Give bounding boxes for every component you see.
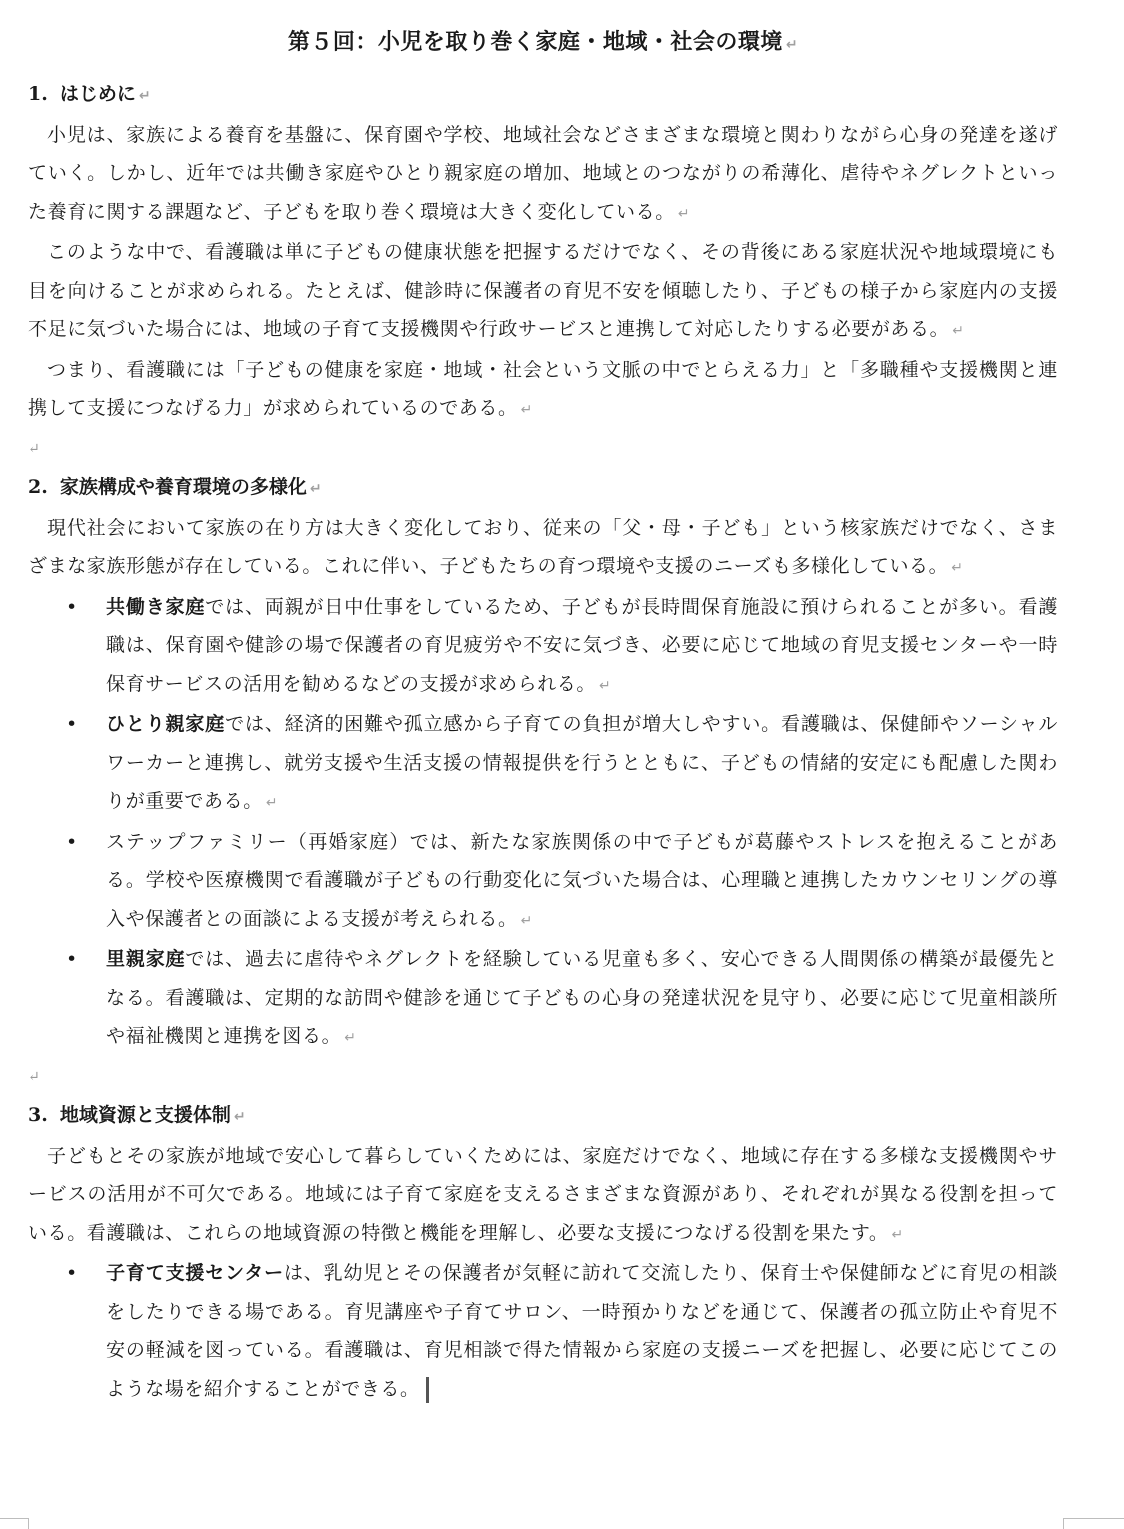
bullet-icon: • <box>66 830 78 853</box>
body-paragraph <box>28 351 1058 430</box>
paragraph-mark-icon: ↵ <box>952 323 965 339</box>
document-page <box>28 22 1058 1408</box>
section-heading-text: 家族構成や養育環境の多様化 <box>59 476 307 498</box>
paragraph-mark-icon: ↵ <box>520 402 533 418</box>
title-text: 第５回：小児を取り巻く家庭・地域・社会の環境 <box>287 29 783 55</box>
paragraph-mark-icon: ↵ <box>891 1226 904 1243</box>
section-number: 2. <box>28 476 48 498</box>
empty-line <box>28 430 1058 469</box>
page-title <box>28 22 1058 65</box>
section-number: 1. <box>28 83 48 105</box>
body-paragraph <box>28 1137 1058 1255</box>
body-paragraph <box>28 116 1058 234</box>
text-cursor[interactable] <box>426 1377 429 1403</box>
list-item-text: では、両親が日中仕事をしているため、子どもが長時間保育施設に預けられることが多い。看護職は、保育園や健診の場で保護者の育児疲労や不安に気づき、必要に応じて地域の育児支援センターや一時保育サービスの活用を勧めるなどの支援が求められる。 <box>106 595 1058 695</box>
body-paragraph <box>28 233 1058 351</box>
paragraph-mark-icon: ↵ <box>951 560 964 576</box>
paragraph-text: つまり、看護職には「子どもの健康を家庭・地域・社会という文脈の中でとらえる力」と「多職種や支援機関と連携して支援につなげる力」が求められているのである。 <box>28 358 1058 419</box>
section-heading-3 <box>28 1096 1058 1137</box>
paragraph-mark-icon: ↵ <box>138 88 151 104</box>
section-heading-2 <box>28 468 1058 509</box>
list-item-text: ステップファミリー（再婚家庭）では、新たな家族関係の中で子どもが葛藤やストレスを抱えることがある。学校や医療機関で看護職が子どもの行動変化に気づいた場合は、心理職と連携したカウンセリングの導入や保護者との面談による支援が考えられる。 <box>106 830 1058 930</box>
paragraph-mark-icon: ↵ <box>28 1068 40 1085</box>
paragraph-mark-icon: ↵ <box>265 795 279 811</box>
paragraph-mark-icon: ↵ <box>309 481 322 497</box>
section-heading-1 <box>28 75 1058 116</box>
list-item <box>28 1254 1058 1408</box>
section-number: 3. <box>28 1104 48 1126</box>
list-item <box>28 823 1058 941</box>
paragraph-mark-icon: ↵ <box>785 37 799 53</box>
list-item-text: では、過去に虐待やネグレクトを経験している児童も多く、安心できる人間関係の構築が最優先となる。看護職は、定期的な訪問や健診を通じて子どもの心身の発達状況を見守り、必要に応じて児童相談所や福祉機関と連携を図る。 <box>106 948 1058 1047</box>
empty-line <box>28 1058 1058 1097</box>
paragraph-text: 現代社会において家族の在り方は大きく変化しており、従来の「父・母・子ども」という核家族だけでなく、さまざまな家族形態が存在している。これに伴い、子どもたちの育つ環境や支援のニーズも多様化している。 <box>28 516 1058 577</box>
list-item-bold: ひとり親家庭 <box>106 713 226 735</box>
bullet-icon: • <box>66 948 78 970</box>
paragraph-text: このような中で、看護職は単に子どもの健康状態を把握するだけでなく、その背後にある家庭状況や地域環境にも目を向けることが求められる。たとえば、健診時に保護者の育児不安を傾聴したり、子どもの様子から家庭内の支援不足に気づいた場合には、地域の子育て支援機関や行政サービスと連携して対応したりする必要がある。 <box>28 241 1058 340</box>
body-paragraph <box>28 509 1058 588</box>
paragraph-text: 子どもとその家族が地域で安心して暮らしていくためには、家庭だけでなく、地域に存在する多様な支援機関やサービスの活用が不可欠である。地域には子育て家庭を支えるさまざまな資源があり、それぞれが異なる役割を担っている。看護職は、これらの地域資源の特徴と機能を理解し、必要な支援につなげる役割を果たす。 <box>28 1144 1058 1244</box>
list-item-bold: 里親家庭 <box>106 948 186 970</box>
bullet-list <box>28 588 1058 1058</box>
list-item-text: では、経済的困難や孤立感から子育ての負担が増大しやすい。看護職は、保健師やソーシャルワーカーと連携し、就労支援や生活支援の情報提供を行うとともに、子どもの情緒的安定にも配慮した関わりが重要である。 <box>106 713 1058 812</box>
paragraph-mark-icon: ↵ <box>520 912 533 929</box>
bullet-list <box>28 1254 1058 1408</box>
paragraph-mark-icon: ↵ <box>344 1030 357 1046</box>
paragraph-mark-icon: ↵ <box>28 440 40 457</box>
page-corner-mark <box>1063 1518 1124 1529</box>
paragraph-text: 小児は、家族による養育を基盤に、保育園や学校、地域社会などさまざまな環境と関わりながら心身の発達を遂げていく。しかし、近年では共働き家庭やひとり親家庭の増加、地域とのつながりの希薄化、虐待やネグレクトといった養育に関する課題など、子どもを取り巻く環境は大きく変化している。 <box>28 123 1058 223</box>
list-item-text: は、乳幼児とその保護者が気軽に訪れて交流したり、保育士や保健師などに育児の相談をしたりできる場である。育児講座や子育てサロン、一時預かりなどを通じて、保護者の孤立防止や育児不安の軽減を図っている。看護職は、育児相談で得た情報から家庭の支援ニーズを把握し、必要に応じてこのような場を紹介することができる。 <box>106 1262 1059 1400</box>
bullet-icon: • <box>66 595 78 618</box>
list-item <box>28 940 1058 1058</box>
bullet-icon: • <box>66 1262 78 1284</box>
section-heading-text: はじめに <box>59 83 136 105</box>
paragraph-mark-icon: ↵ <box>233 1109 246 1125</box>
list-item-bold: 子育て支援センター <box>106 1262 284 1284</box>
list-item-bold: 共働き家庭 <box>106 595 206 618</box>
bullet-icon: • <box>66 713 78 735</box>
section-heading-text: 地域資源と支援体制 <box>59 1104 231 1126</box>
page-corner-mark <box>0 1518 29 1529</box>
list-item <box>28 705 1058 823</box>
list-item <box>28 588 1058 706</box>
paragraph-mark-icon: ↵ <box>677 205 691 222</box>
paragraph-mark-icon: ↵ <box>599 677 612 694</box>
